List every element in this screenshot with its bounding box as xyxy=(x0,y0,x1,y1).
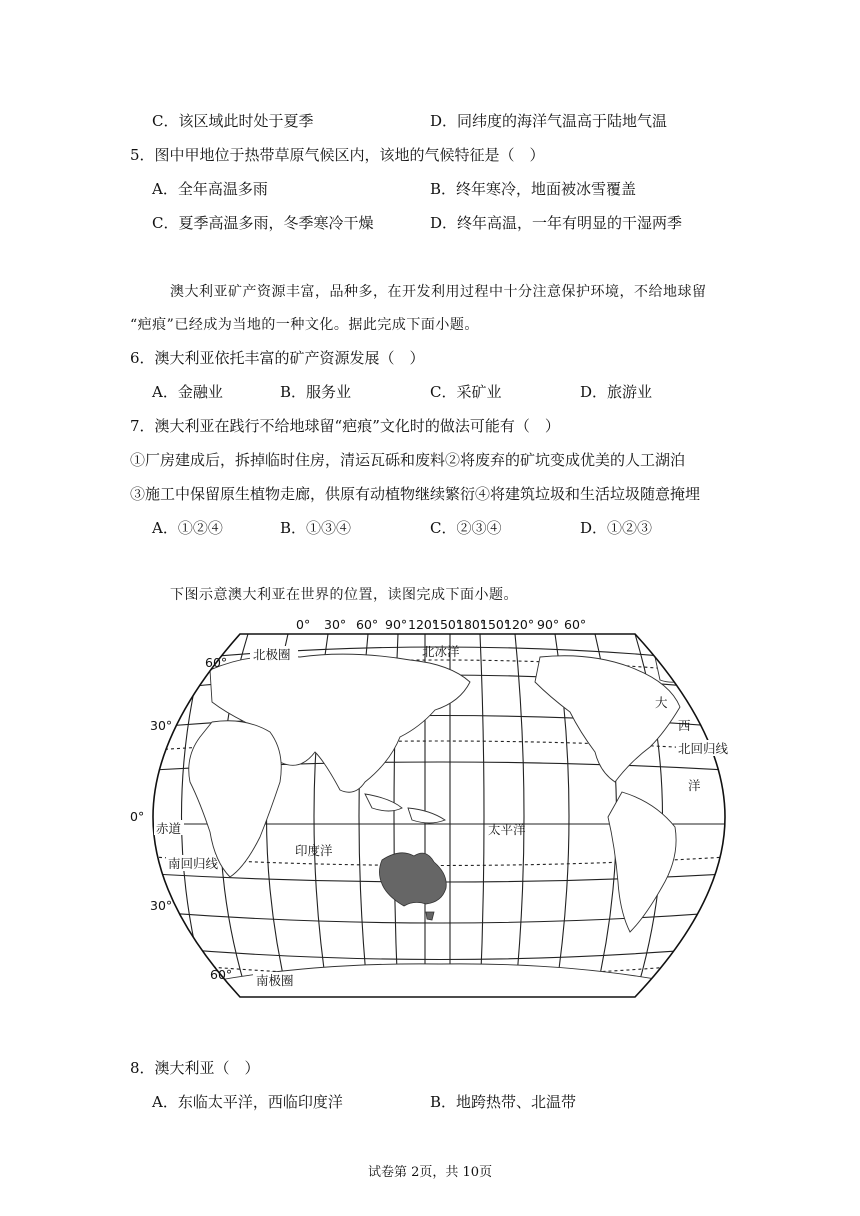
lon-label: 90° xyxy=(537,617,560,632)
longitude-labels xyxy=(296,617,586,632)
q6-option-d: D．旅游业 xyxy=(580,383,653,401)
antarctic-circle-label: 南极圈 xyxy=(256,973,294,988)
lon-label: 150° xyxy=(432,617,463,632)
q7-option-c: C．②③④ xyxy=(430,519,502,537)
arctic-ocean-label: 北冰洋 xyxy=(422,644,460,659)
q5-option-a: A．全年高温多雨 xyxy=(152,180,268,198)
lat-label: 30° xyxy=(150,898,173,913)
lon-label: 90° xyxy=(385,617,408,632)
page-footer: 试卷第 2页，共 10页 xyxy=(368,1165,493,1180)
world-map xyxy=(130,612,730,1002)
lat-label: 60° xyxy=(210,967,233,982)
material1-line2: “疤痕”已经成为当地的一种文化。据此完成下面小题。 xyxy=(130,317,479,333)
q5-option-b: B．终年寒冷，地面被冰雪覆盖 xyxy=(430,180,637,198)
q7-statement-line1: ①厂房建成后，拆掉临时住房，清运瓦砾和废料②将废弃的矿坑变成优美的人工湖泊 xyxy=(130,451,686,469)
q8-stem: 8．澳大利亚（ ） xyxy=(130,1059,260,1077)
atlantic-ocean-char-2: 西 xyxy=(678,718,691,733)
q8-option-b: B．地跨热带、北温带 xyxy=(430,1093,577,1111)
q7-statement-line2: ③施工中保留原生植物走廊，供原有动植物继续繁衍④将建筑垃圾和生活垃圾随意掩埋 xyxy=(130,485,701,503)
q6-option-c: C．采矿业 xyxy=(430,383,502,401)
lon-label: 60° xyxy=(564,617,587,632)
tropic-of-capricorn-label: 南回归线 xyxy=(168,856,219,871)
q4-option-d: D．同纬度的海洋气温高于陆地气温 xyxy=(430,112,668,130)
q4-option-c: C．该区域此时处于夏季 xyxy=(152,112,314,130)
arctic-circle-label: 北极圈 xyxy=(253,647,291,662)
lon-label: 30° xyxy=(324,617,347,632)
q7-option-d: D．①②③ xyxy=(580,519,653,537)
q6-option-a: A．金融业 xyxy=(152,383,223,401)
q8-option-a: A．东临太平洋，西临印度洋 xyxy=(152,1093,343,1111)
material1-line1: 澳大利亚矿产资源丰富，品种多，在开发利用过程中十分注意保护环境，不给地球留 xyxy=(170,284,707,300)
lon-label: 150° xyxy=(480,617,511,632)
tropic-of-cancer-label: 北回归线 xyxy=(678,741,729,756)
atlantic-ocean-char-3: 洋 xyxy=(688,778,701,793)
q7-option-b: B．①③④ xyxy=(280,519,352,537)
q5-option-d: D．终年高温，一年有明显的干湿两季 xyxy=(430,214,683,232)
tasmania-shape xyxy=(426,912,434,920)
lon-label: 0° xyxy=(296,617,311,632)
lon-label: 60° xyxy=(356,617,379,632)
q7-option-a: A．①②④ xyxy=(152,519,223,537)
equator-label: 赤道 xyxy=(156,821,182,836)
australia-shape xyxy=(379,853,446,906)
q5-stem: 5．图中甲地位于热带草原气候区内，该地的气候特征是（ ） xyxy=(130,146,545,164)
indian-ocean-label: 印度洋 xyxy=(295,843,333,858)
lat-label: 30° xyxy=(150,718,173,733)
pacific-ocean-label: 太平洋 xyxy=(488,822,526,837)
q7-stem: 7．澳大利亚在践行不给地球留“疤痕”文化时的做法可能有（ ） xyxy=(130,417,560,435)
q6-stem: 6．澳大利亚依托丰富的矿产资源发展（ ） xyxy=(130,349,425,367)
q6-option-b: B．服务业 xyxy=(280,383,352,401)
atlantic-ocean-char-1: 大 xyxy=(655,695,668,710)
lat-label: 0° xyxy=(130,809,145,824)
material2-line: 下图示意澳大利亚在世界的位置，读图完成下面小题。 xyxy=(170,587,518,603)
lon-label: 180° xyxy=(456,617,487,632)
lon-label: 120° xyxy=(504,617,535,632)
lon-label: 120° xyxy=(408,617,439,632)
lat-label: 60° xyxy=(205,655,228,670)
q5-option-c: C．夏季高温多雨，冬季寒冷干燥 xyxy=(152,214,374,232)
